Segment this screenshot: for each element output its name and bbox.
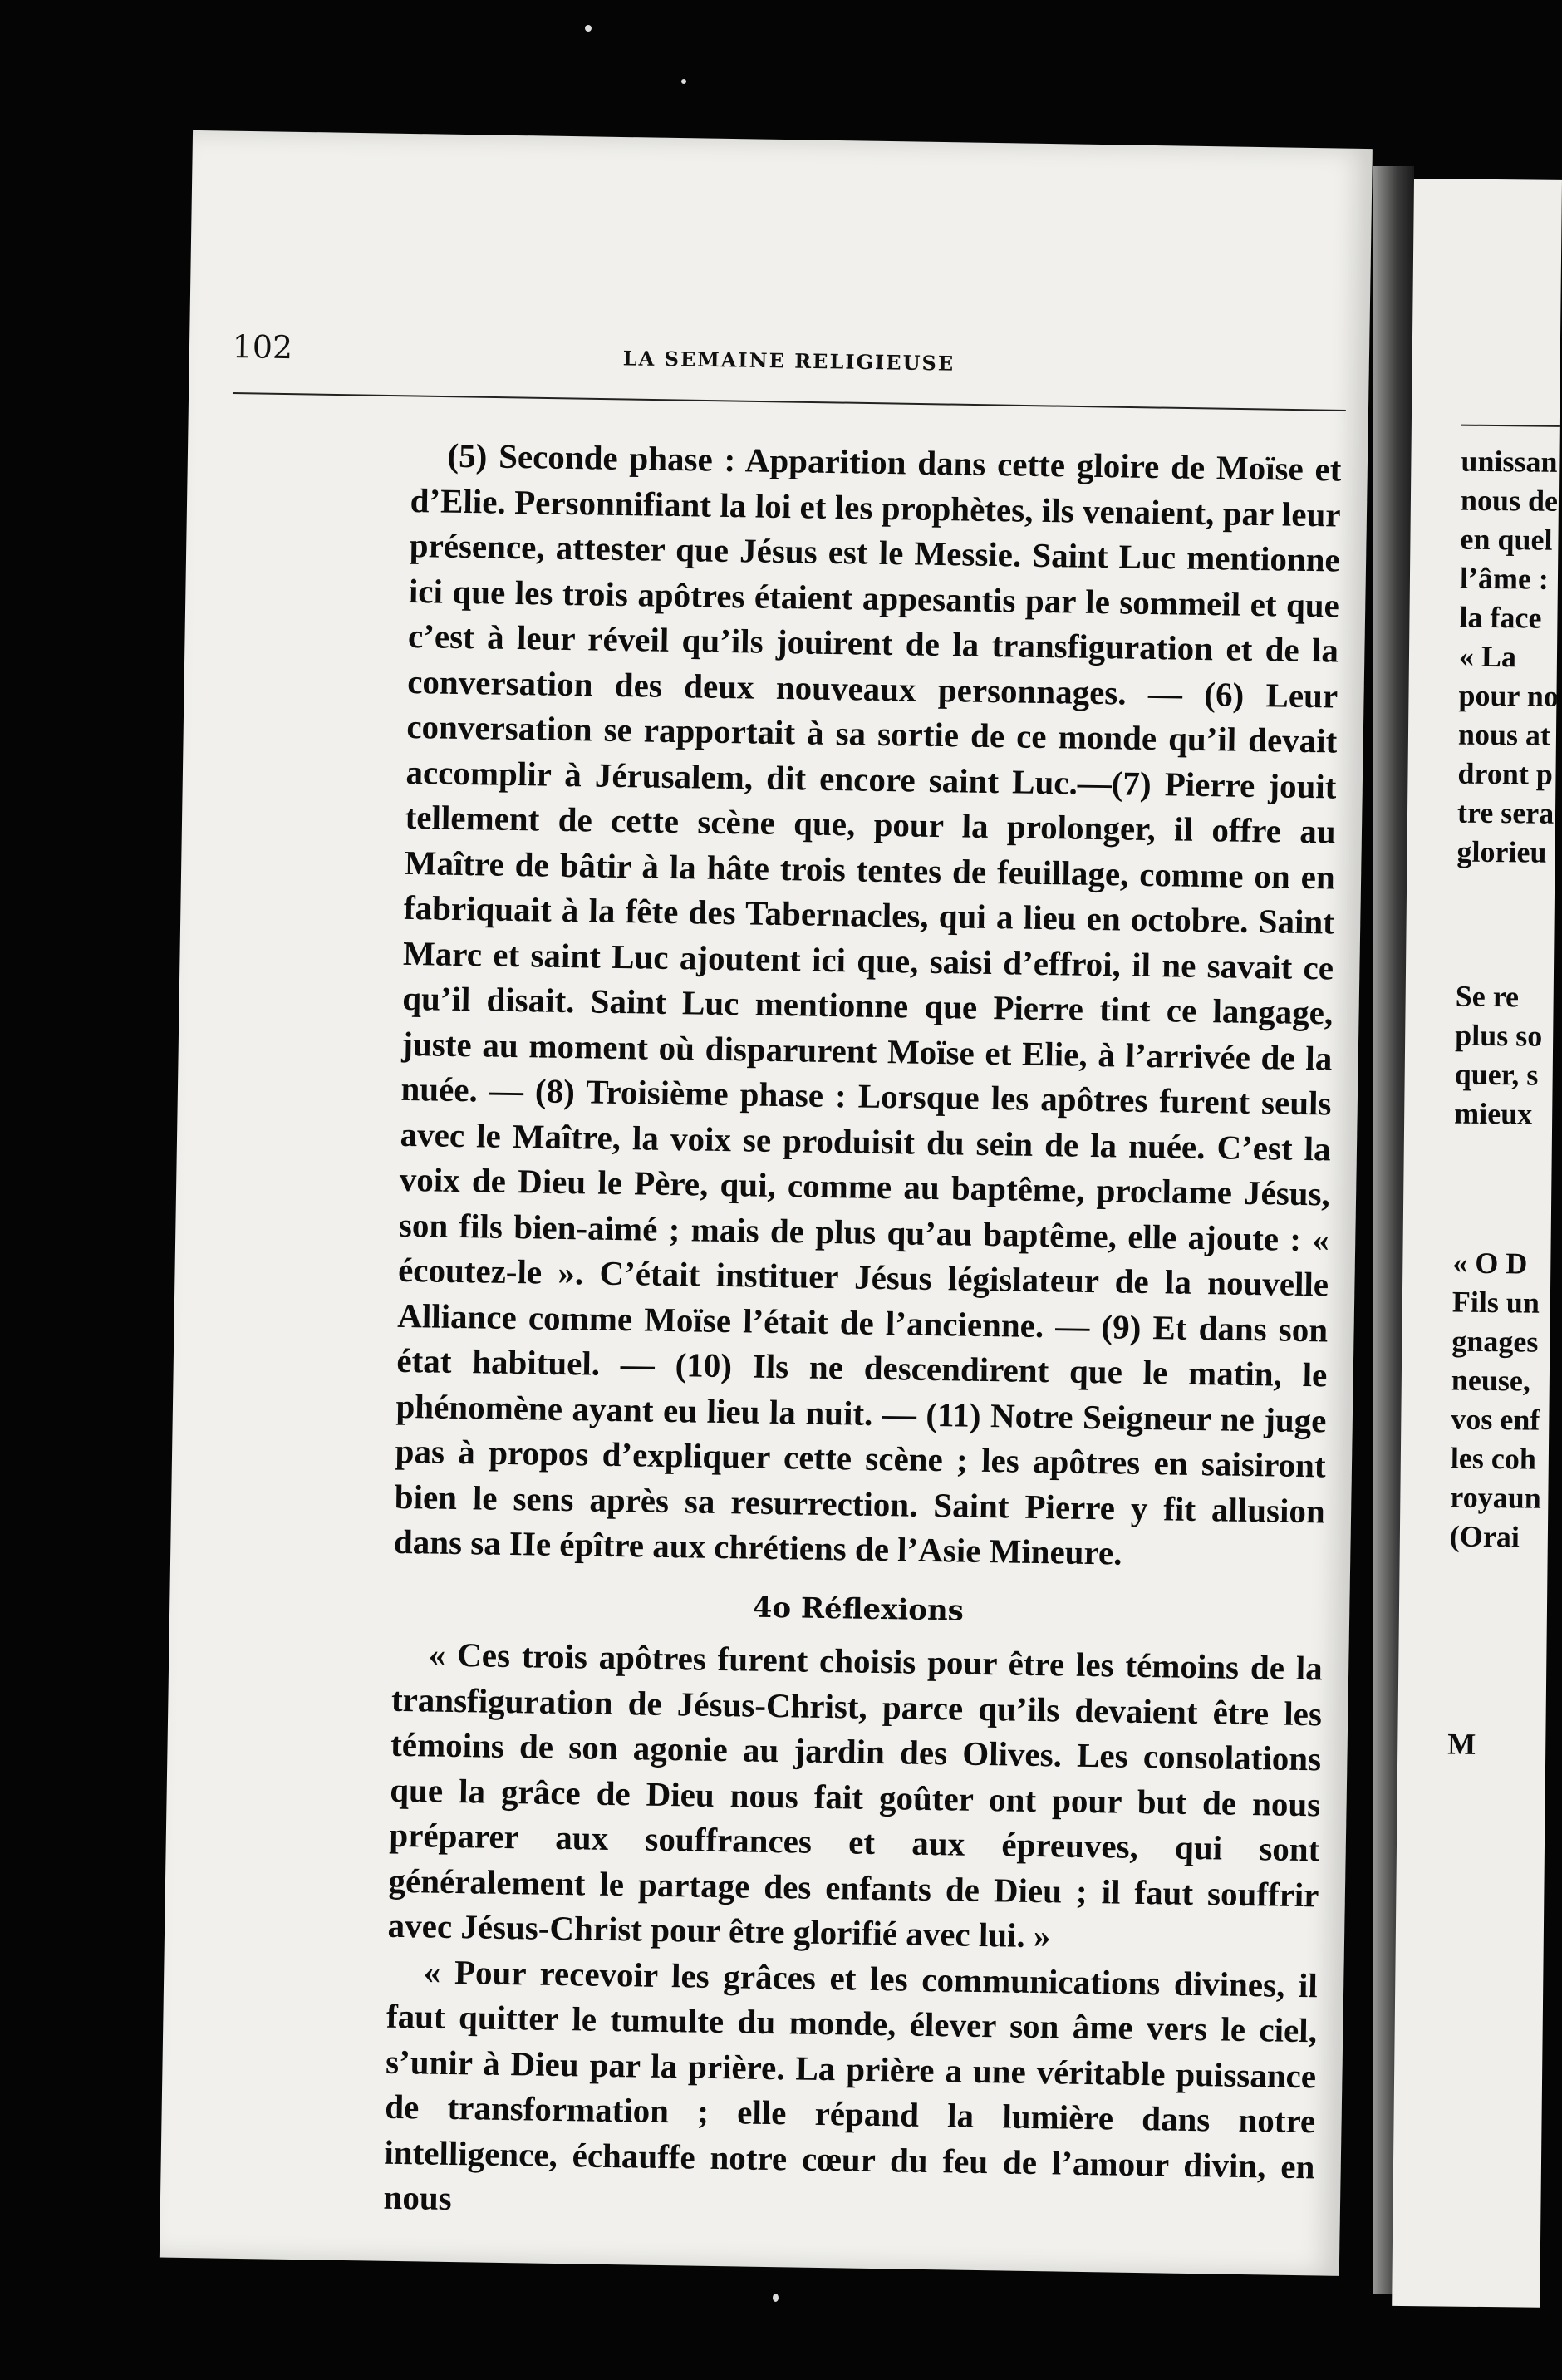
scan-speck: [681, 79, 686, 84]
right-line: « O D: [1452, 1246, 1528, 1281]
right-line: nous de: [1460, 483, 1559, 518]
right-line: royaun: [1450, 1480, 1541, 1515]
right-line: dront p: [1457, 756, 1554, 791]
right-line: Se re: [1455, 979, 1520, 1014]
right-line: glorieu: [1456, 834, 1547, 869]
right-line: unissan: [1461, 444, 1558, 479]
right-line: la face: [1459, 600, 1542, 635]
left-page-body: [383, 432, 1342, 2235]
right-header-rule: [1461, 425, 1562, 428]
right-line: « La: [1458, 639, 1517, 674]
right-line: quer, s: [1454, 1057, 1539, 1092]
right-line: mieux: [1454, 1096, 1533, 1131]
paragraph: (5) Seconde phase : Apparition dans cette gloire de Moïse et d’Elie. Personnifiant la loi et les prophètes, ils venaient, par leur présence, attester que Jésus est le Messie. Saint Luc mentionne ici que les trois apôtres étaient appesantis par le sommeil et que c’est à leur réveil qu’ils jouirent de la transfiguration et de la conversation des deux nouveaux personnages. — (6) Leur conversation se rapportait à sa sortie de ce monde qu’il devait accomplir à Jérusalem, dit encore saint Luc.—(7) Pierre jouit tellement de cette scène que, pour la prolonger, il offre au Maître de bâtir à la hâte trois tentes de feuillage, comme on en fabriquait à la fête des Tabernacles, qui a lieu en octobre. Saint Marc et saint Luc ajoutent ici que, saisi d’effroi, il ne savait ce qu’il disait. Saint Luc mentionne que Pierre tint ce langage, juste au moment où disparurent Moïse et Elie, à l’arrivée de la nuée. — (8) Troisième phase : Lorsque les apôtres furent seuls avec le Maître, la voix se produisit du sein de la nuée. C’est la voix de Dieu le Père, qui, comme au baptême, proclame Jésus, son fils bien-aimé ; mais de plus qu’au baptême, elle ajoute : « écoutez-le ». C’était instituer Jésus législateur de la nouvelle Alliance comme Moïse l’était de l’ancienne. — (9) Et dans son état habituel. — (10) Ils ne descendirent que le matin, le phénomène ayant eu lieu la nuit. — (11) Notre Seigneur ne juge pas à propos d’expliquer cette scène ; les apôtres en saisiront bien le sens après sa resurrection. Saint Pierre y fit allusion dans sa IIe épître aux chrétiens de l’Asie Mineure.: [393, 435, 1342, 1572]
right-line: les coh: [1450, 1441, 1537, 1476]
right-line: tre sera: [1456, 795, 1555, 830]
right-line: (Orai: [1449, 1519, 1520, 1554]
paragraph: « Pour recevoir les grâces et les communications divines, il faut quitter le tumulte du monde, élever son âme vers le ciel, s’unir à Dieu par la prière. La prière a une véritable puissance de transformation ; elle répand la lumière dans notre intelligence, échauffe notre cœur du feu de l’amour divin, en nous: [383, 1951, 1319, 2218]
right-line: Fils un: [1451, 1285, 1540, 1320]
right-page: [1392, 179, 1562, 2308]
right-line: en quel: [1460, 522, 1553, 557]
paragraph: « Ces trois apôtres furent choisis pour être les témoins de la transfiguration de Jésus-Christ, parce qu’ils devaient être les témoins de son agonie au jardin des Olives. Les consolations que la grâce de Dieu nous fait goûter ont pour but de nous préparer aux souffrances et aux épreuves, qui sont généralement le partage des enfants de Dieu ; il faut souffrir avec Jésus-Christ pour être glorifié avec lui. »: [387, 1635, 1324, 1955]
scan-speck: [585, 25, 592, 32]
page-number: 102: [232, 328, 293, 366]
right-line: gnages: [1451, 1324, 1539, 1359]
right-line: nous at: [1457, 717, 1551, 752]
right-line: neuse,: [1451, 1363, 1531, 1398]
right-line: pour no: [1458, 678, 1560, 713]
section-heading: 4o Réflexions: [752, 1591, 965, 1628]
right-line: M: [1447, 1727, 1476, 1761]
running-title: LA SEMAINE RELIGIEUSE: [622, 346, 955, 376]
right-line: l’âme :: [1459, 561, 1550, 596]
right-line: plus so: [1455, 1018, 1543, 1053]
scan-speck: [773, 2294, 779, 2302]
right-line: vos enf: [1451, 1402, 1540, 1437]
